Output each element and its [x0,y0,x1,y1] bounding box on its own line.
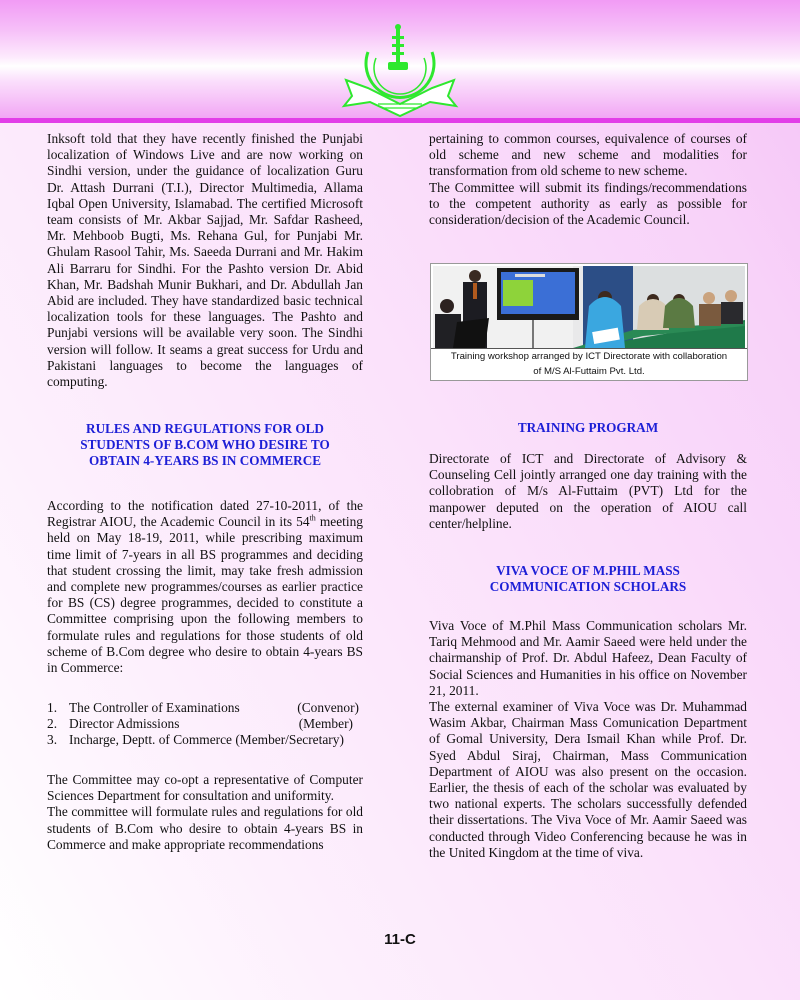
committee-member [47,700,363,716]
rules-heading-line: STUDENTS OF B.COM WHO DESIRE TO [80,437,330,452]
training-photo-figure [430,263,748,381]
university-crest-icon [338,22,462,122]
localization-article [47,131,363,390]
photo-caption-line: of M/S Al-Futtaim Pvt. Ltd. [533,366,645,377]
submit-paragraph: The Committee will submit its findings/recommendations to the competent authority as early as possible for consideration/decision of the Academic Council. [429,179,747,228]
rules-text: According to the notification dated 27-10-2011, of the Registrar AIOU, the Academic Council in its 54 [47,498,363,530]
continued-paragraph: pertaining to common courses, equivalence of courses of old scheme and new scheme and modalities for transformation from old scheme to new scheme. [429,131,747,179]
viva-paragraph: The external examiner of Viva Voce was Dr. Muhammad Wasim Akbar, Chairman Mass Comunication Department of Gomal University, Dera Ismail Khan while Prof. Dr. Syed Abdul Siraj, Chairman, Mass Communication Department of AIOU was also present on the occasion. Earlier, the thesis of each of the scholar was evaluated by two national experts. The scholars successfully defended their dissertations. The Viva Voce of Mr. Aamir Saeed was conducted through Video Conferencing because he was in the United Kingdom at the time of viva. [429,699,747,860]
training-paragraph: Directorate of ICT and Directorate of Advisory & Counseling Cell jointly arranged one day training with the collobration of M/s Al-Futtaim (PVT) Ltd for the manpower deputed on the operation of AIOU call center/helpline. [429,451,747,531]
viva-paragraph: Viva Voce of M.Phil Mass Communication scholars Mr. Tariq Mehmood and Mr. Aamir Saeed were held under the chairmanship of Prof. Dr. Abdul Hafeez, Dean Faculty of Social Sciences and Humanities in his office on November 21, 2011. [429,618,747,698]
member-number: 2. [47,716,58,732]
photo-caption [431,348,747,381]
ordinal-suffix: th [309,513,316,523]
rules-paragraph [47,498,363,676]
training-heading-text: TRAINING PROGRAM [517,420,659,435]
member-name: Director Admissions [69,716,180,732]
viva-article [429,618,747,861]
training-heading [429,420,747,436]
member-name: The Controller of Examinations [69,700,240,715]
rules-heading [47,421,363,469]
coopt-paragraph: The Committee may co-opt a representative of Computer Sciences Department for consultation and uniformity. [47,772,363,804]
viva-heading-line: VIVA VOCE OF M.PHIL MASS [496,563,680,578]
member-number: 1. [47,700,58,715]
committee-member [47,716,363,732]
committee-member [47,732,363,748]
committee-notes [47,772,363,853]
photo-caption-line: Training workshop arranged by ICT Directorate with collaboration [450,351,728,362]
member-name: Incharge, Deptt. of Commerce [69,732,232,748]
rules-article-continued [429,131,747,228]
committee-member-list [47,700,363,749]
rules-article [47,498,363,676]
page-number: 11-C [384,931,416,948]
member-role: (Convenor) [297,700,359,715]
viva-heading [429,563,747,595]
localization-paragraph: Inksoft told that they have recently finished the Punjabi localization of Windows Live and are now working on Sindhi version, under the guidance of localization Guru Dr. Attash Durrani (T.I.), Director Multimedia, Allama Iqbal Open University, Islamabad. The certified Microsoft team consists of Mr. Akbar Sajjad, Mr. Safdar Rasheed, Mr. Mehboob Bugti, Ms. Rehana Gul, for Punjabi Mr. Ghulam Rasool Tahir, Ms. Saeeda Durrani and Mr. Hakim Ali Barraru for Sindhi. For the Pashto version Dr. Abid Khan, Mr. Badshah Munir Bukhari, and Dr. Abdullah Jan Abid are included. They have standardized basic technical localization tools for these languages. The Pashto and Punjabi versions will be available very soon. The Sindhi version will follow. It seams a great success for Urdu and Pakistani languages to become the languages of computing. [47,131,363,390]
member-number: 3. [47,732,58,748]
formulate-paragraph: The committee will formulate rules and regulations for old students of B.Com who desire to obtain 4-years BS in Commerce and make appropriate recommendations [47,804,363,852]
rules-heading-line: RULES AND REGULATIONS FOR OLD [86,421,324,436]
member-role: (Member/Secretary) [235,732,344,748]
rules-heading-line: OBTAIN 4-YEARS BS IN COMMERCE [88,453,322,468]
rules-text: meeting held on May 18-19, 2011, while prescribing maximum time limit of 7-years in all BS programmes and deciding that student crossing the limit, may take fresh admission and complete new programmes/courses as earlier practice for BS (CS) degree programmes, decided to constitute a Committee comprising upon the following members to formulate rules and regulations for those students of old scheme of B.Com degree who desire to obtain 4-years BS in Commerce: [47,514,364,676]
viva-heading-line: COMMUNICATION SCHOLARS [489,579,687,594]
training-article [429,451,747,532]
member-role: (Member) [298,716,353,732]
training-workshop-photo [433,266,745,348]
